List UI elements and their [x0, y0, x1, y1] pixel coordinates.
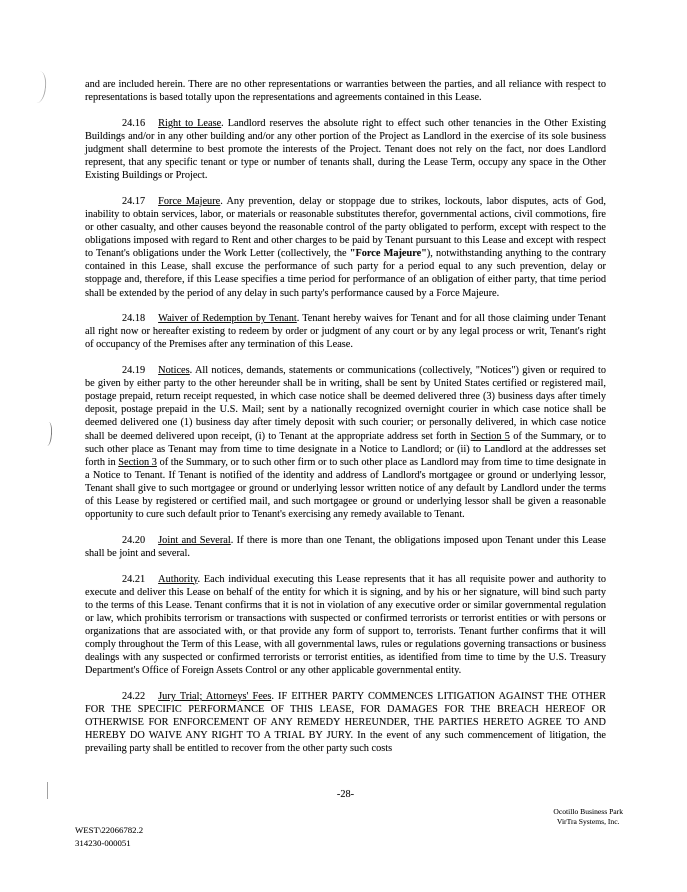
section-number: 24.18	[122, 313, 146, 325]
section-heading: Joint and Several	[158, 534, 231, 546]
footer-matter-number: 314230-000051	[75, 838, 131, 848]
section-body: ), notwithstanding anything to the contrary contained in this Lease, shall excuse the performance of such party for a period equal to any such prevention, delay or stoppage and, therefore, if this Lease specifies a time period for performance of an obligation of either party, that time period shall be extended by the period of any delay in such party's performance caused by a Force Majeure.	[85, 248, 606, 299]
scan-artifact-bottom	[47, 782, 48, 799]
section-body: of the Summary, or to such other firm or to such other place as Landlord may from time to time designate in a Notice to Tenant. If Tenant is notified of the identity and address of Landlord's mortgagee or ground or underlying lessor, Tenant shall give to such mortgagee or ground or underlying lessor written notice of any default by Landlord under the terms of this Lease by registered or certified mail, and such mortgagee or ground or underlying lessor shall be given a reasonable opportunity to cure such default prior to Tenant's exercising any remedy available to Tenant.	[85, 456, 607, 521]
section-body: . Landlord reserves the absolute right to effect such other tenancies in the Other Existing Buildings and/or in any other building and/or any other portion of the Project as Landlord in the exercise of its sole business judgment shall determine to best promote the interests of the Project. Tenant does not rely on the fact, nor does Landlord represent, that any specific tenant or type or number of tenants shall, during the Lease Term, occupy any space in the Other Existing Buildings or Project.	[85, 117, 606, 182]
document-body	[85, 78, 606, 768]
defined-term-bold: "Force Majeure"	[349, 248, 427, 260]
cross-reference: Section 3	[118, 456, 157, 468]
section-heading: Jury Trial; Attorneys' Fees	[158, 690, 272, 702]
scan-artifact-top	[29, 70, 47, 103]
section-body: of the Summary, or to such other place as Tenant may from time to time designate in a Notice to Landlord; or (ii) to Landlord at the addresses set forth in	[85, 430, 606, 468]
section-body: . Tenant hereby waives for Tenant and for all those claiming under Tenant all right now or hereafter existing to redeem by order or judgment of any court or by any legal process or writ, Tenant's right of occupancy of the Premises after any termination of this Lease.	[85, 313, 606, 351]
section-heading: Right to Lease	[158, 117, 222, 129]
section-number: 24.17	[122, 195, 146, 207]
section-number: 24.21	[122, 573, 146, 585]
page-number: -28-	[336, 789, 355, 800]
section-24-20-paragraph	[85, 534, 606, 560]
section-body: . All notices, demands, statements or communications (collectively, "Notices") given or required to be given by either party to the other hereunder shall be in writing, shall be sent by United States certified or registered mail, postage prepaid, return receipt requested, in which case notice shall be deemed delivered three (3) business days after timely deposit, postage prepaid in the U.S. Mail; sent by a nationally recognized overnight courier in which case notice shall be deemed delivered one (1) business day after timely deposit with such courier; or personally delivered, in which case notice shall be deemed delivered upon receipt, (i) to Tenant at the appropriate address set forth in	[85, 365, 606, 442]
footer-project-name: Ocotillo Business Park	[553, 807, 623, 816]
section-24-17-paragraph	[85, 195, 606, 300]
section-heading: Waiver of Redemption by Tenant	[158, 313, 297, 325]
section-heading: Authority	[158, 573, 198, 585]
footer-doc-reference: WEST\22066782.2	[75, 825, 144, 835]
section-number: 24.20	[122, 534, 146, 546]
continuation-paragraph: and are included herein. There are no other representations or warranties between the parties, and all reliance with respect to representations is based totally upon the representations and agreements contained in this Lease.	[85, 79, 606, 104]
section-number: 24.22	[122, 690, 146, 702]
section-24-21-paragraph	[85, 573, 606, 678]
section-body-caps: . IF EITHER PARTY COMMENCES LITIGATION AGAINST THE OTHER FOR THE SPECIFIC PERFORMANCE OF THIS LEASE, FOR DAMAGES FOR THE BREACH HEREOF OR OTHERWISE FOR ENFORCEMENT OF ANY REMEDY HEREUNDER, THE PARTIES HERETO AGREE TO AND HEREBY DO WAIVE ANY RIGHT TO A TRIAL BY JURY.	[85, 690, 606, 742]
section-body: . Any prevention, delay or stoppage due to strikes, lockouts, labor disputes, acts of God, inability to obtain services, labor, or materials or reasonable substitutes therefor, governmental actions, civil commotions, fire or other casualty, and other causes beyond the reasonable control of the party obligated to perform, except with respect to the obligations imposed with regard to Rent and other charges to be paid by Tenant pursuant to this Lease and except with respect to Tenant's obligations under the Work Letter (collectively, the	[85, 195, 606, 260]
scan-artifact-middle	[43, 422, 53, 446]
section-24-18-paragraph	[85, 312, 606, 351]
section-heading: Notices	[158, 365, 190, 377]
section-number: 24.16	[122, 117, 146, 129]
footer-company-name: VirTra Systems, Inc.	[556, 817, 620, 826]
section-body: . If there is more than one Tenant, the obligations imposed upon Tenant under this Lease shall be joint and several.	[85, 534, 606, 559]
section-24-16-paragraph	[85, 117, 606, 182]
section-number: 24.19	[122, 365, 146, 377]
section-body: . Each individual executing this Lease represents that it has all requisite power and authority to execute and deliver this Lease on behalf of the entity for which it is signing, and by his or her signature, will bind such party to the terms of this Lease. Tenant confirms that it is not in violation of any executive order or similar governmental regulation or law, which prohibits terrorism or transactions with suspected or confirmed terrorists or terrorist entities or with persons or organizations that are associated with, or that provide any form of support to, terrorists. Tenant further confirms that it will comply throughout the Term of this Lease, with all governmental laws, rules or regulations governing transactions or business dealings with any suspected or confirmed terrorists or terrorist entities, as identified from time to time by the U.S. Treasury Department's Office of Foreign Assets Control or any other applicable governmental entity.	[85, 573, 606, 677]
section-body: In the event of any such commencement of litigation, the prevailing party shall be entitled to recover from the other party such costs	[85, 730, 606, 755]
cross-reference: Section 5	[470, 430, 510, 442]
section-heading: Force Majeure	[158, 195, 221, 207]
footer-reference-block	[75, 824, 143, 850]
section-24-19-paragraph	[85, 364, 606, 521]
footer-project-block	[553, 807, 623, 827]
section-24-22-paragraph	[85, 690, 606, 755]
